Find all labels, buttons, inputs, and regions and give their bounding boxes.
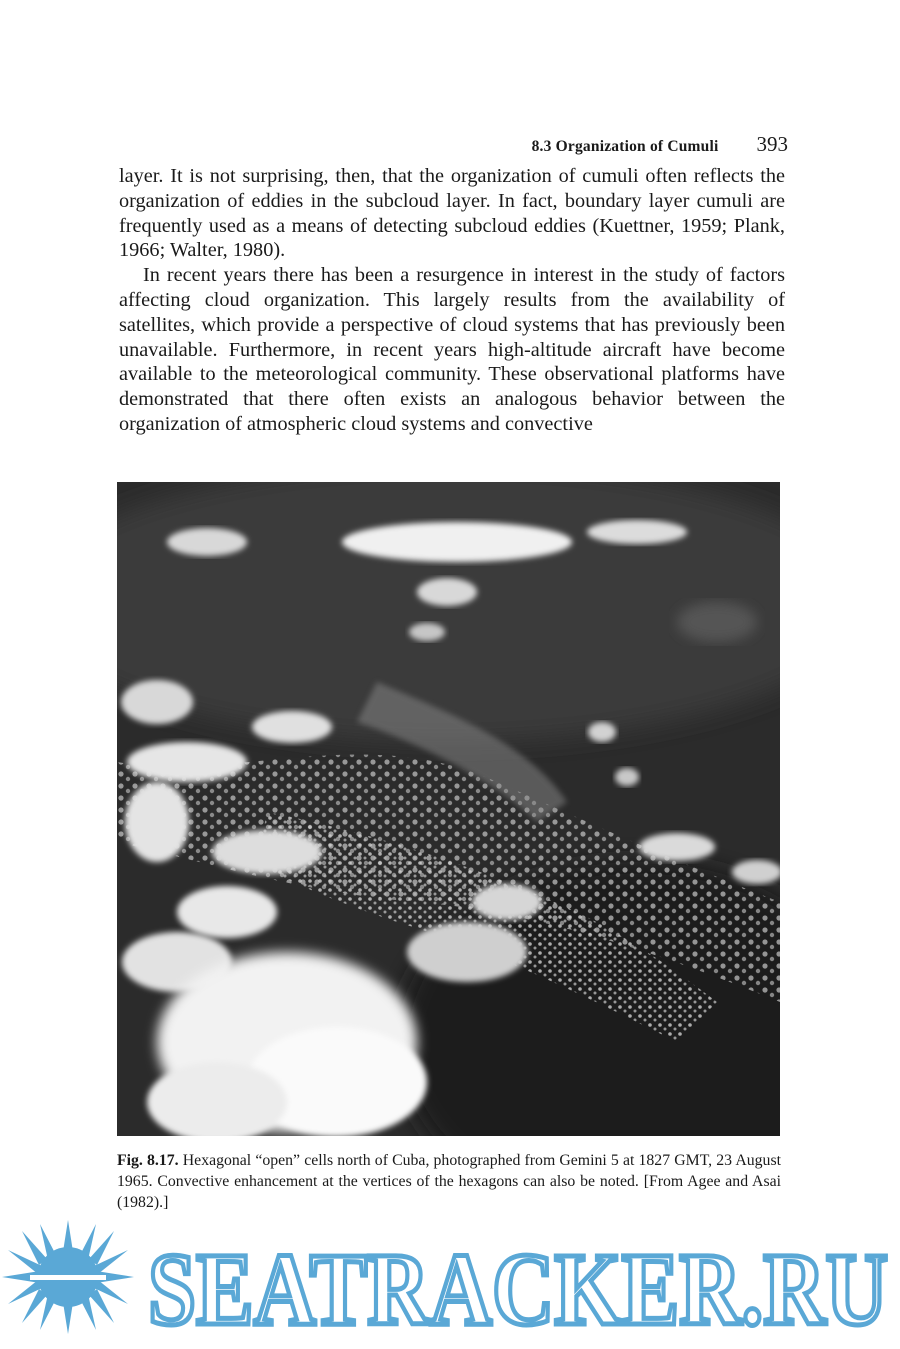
paragraph-2: In recent years there has been a resurgence in interest in the study of factors affecting cloud organization. This largely results from the availability of satellites, which provide a perspective of cloud systems that has previously been unavailable. Furthermore, in recent years high-altitude aircraft have become available to the meteorological community. These observational platforms have demonstrated that there often exists an analogous behavior between the organization of atmospheric cloud systems and convective (119, 264, 785, 435)
figure-caption (117, 1150, 781, 1213)
figure-caption-text: Hexagonal “open” cells north of Cuba, photographed from Gemini 5 at 1827 GMT, 23 August 1965. Convective enhancement at the vertices of the hexagons can also be noted. [From Agee and Asai (1982).] (117, 1152, 781, 1211)
body-text (119, 164, 785, 437)
watermark-graphic (0, 1212, 900, 1342)
figure-label: Fig. 8.17. (117, 1152, 179, 1169)
paragraph-1: layer. It is not surprising, then, that the organization of cumuli often reflects the organization of eddies in the subcloud layer. In fact, boundary layer cumuli are frequently used as a means of detecting subcloud eddies (Kuettner, 1959; Plank, 1966; Walter, 1980). (119, 165, 785, 262)
page-number: 393 (756, 132, 788, 156)
running-head (470, 132, 788, 158)
watermark-text: SEATRACKER.RU (148, 1232, 888, 1342)
watermark (0, 1212, 900, 1342)
section-title: 8.3 Organization of Cumuli (531, 138, 719, 155)
cloud-photo-illustration (117, 482, 780, 1136)
sun-icon (2, 1220, 134, 1334)
satellite-photo (117, 482, 780, 1136)
